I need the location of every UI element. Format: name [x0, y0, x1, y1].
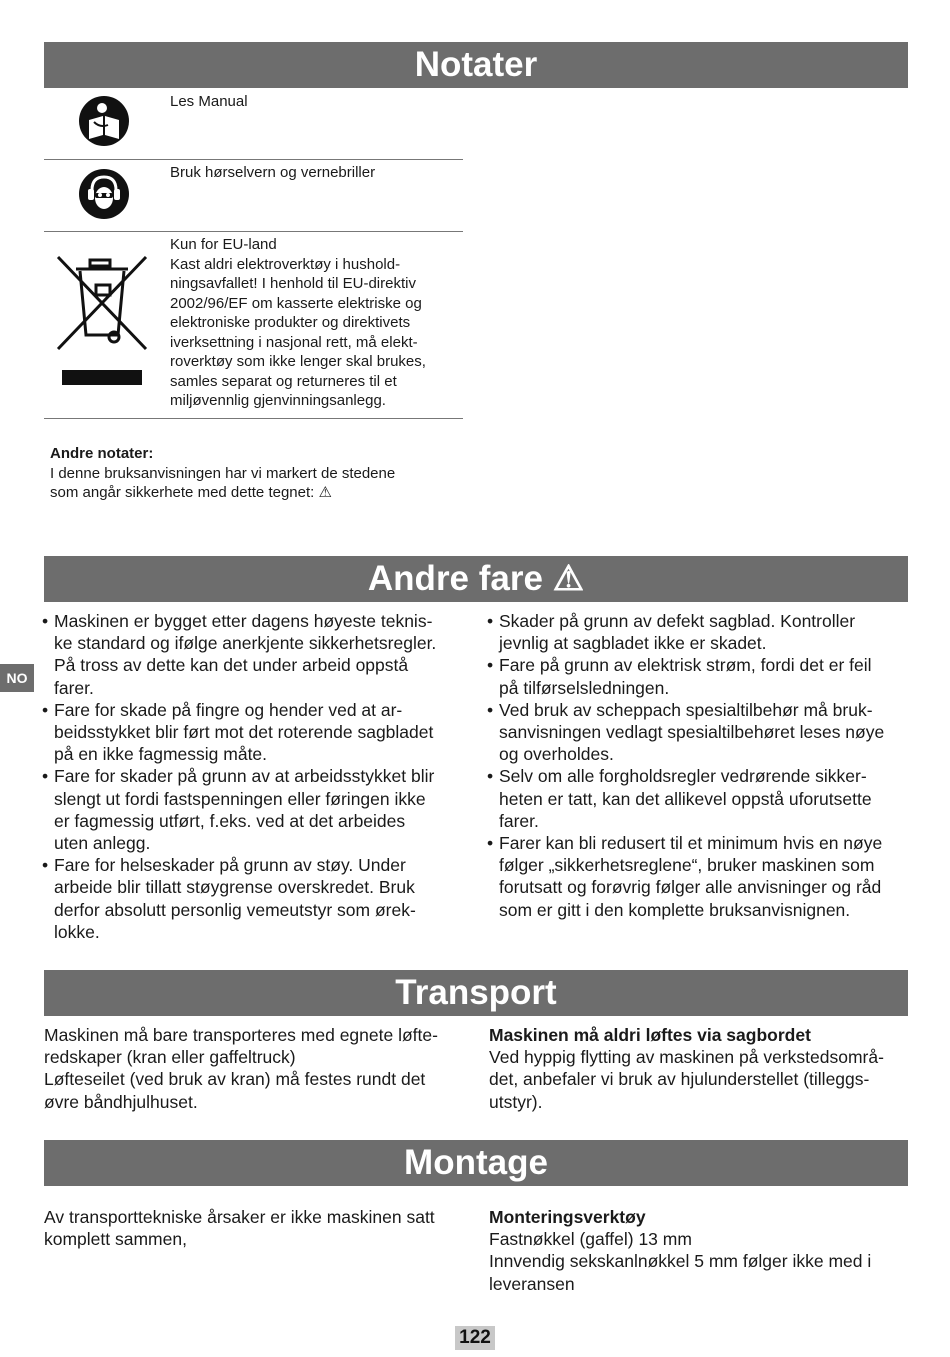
language-tab: NO — [0, 664, 34, 692]
notes-row-protection — [44, 159, 463, 232]
hazard-line: slengt ut fordi fastspenningen eller føringen ikke — [54, 788, 426, 809]
notes-row-text: Les Manual — [170, 93, 248, 110]
weee-line: iverksettning i nasjonal rett, må elekt- — [170, 333, 418, 351]
transport-line: Løfteseilet (ved bruk av kran) må festes rundt det — [44, 1069, 426, 1090]
hazard-line: ke standard og ifølge anerkjente sikkerhetsregler. — [54, 633, 437, 654]
hazard-line: på tilførselsledningen. — [499, 677, 670, 698]
weee-heading: Kun for EU-land — [170, 236, 277, 253]
montage-right-text — [489, 1206, 914, 1295]
other-notes-line: I denne bruksanvisningen har vi markert de stedene — [50, 464, 396, 482]
hazard-item — [43, 765, 468, 854]
weee-line: Kast aldri elektroverktøy i hushold- — [170, 255, 401, 273]
page-number: 122 — [455, 1326, 495, 1350]
transport-left-text — [44, 1024, 469, 1113]
hazard-line: forutsatt og forøvrig følger alle anvisninger og råd — [499, 877, 882, 898]
warning-triangle-icon: ⚠ — [318, 484, 332, 501]
montage-line: Innvendig sekskanlnøkkel 5 mm følger ikke med i — [489, 1251, 872, 1272]
montage-line: Av transporttekniske årsaker er ikke maskinen satt — [44, 1207, 435, 1227]
hazard-line: • Maskinen er bygget etter dagens høyeste teknis- — [54, 611, 433, 631]
hazard-item — [488, 610, 913, 654]
hazard-line: følger „sikkerhetsreglene“, bruker maskinen som — [499, 855, 875, 876]
hazard-line: lokke. — [54, 921, 100, 942]
hazard-line: farer. — [54, 677, 94, 698]
hazard-line: farer. — [499, 810, 539, 831]
notes-row-manual — [44, 88, 463, 160]
hazard-item — [488, 765, 913, 832]
weee-line: samles separat og returneres til et — [170, 372, 397, 390]
montage-line: leveransen — [489, 1273, 575, 1294]
hazard-line: • Skader på grunn av defekt sagblad. Kontroller — [499, 611, 856, 631]
transport-line: Ved hyppig flytting av maskinen på verkstedsområ- — [489, 1047, 884, 1068]
section-title-notater: Notater — [44, 42, 908, 88]
other-notes-line-with-symbol — [50, 483, 460, 503]
hazard-line: som er gitt i den komplette bruksanvisnignen. — [499, 899, 851, 920]
montage-line: komplett sammen, — [44, 1229, 187, 1250]
transport-line: redskaper (kran eller gaffeltruck) — [44, 1047, 296, 1068]
hazard-line: På tross av dette kan det under arbeid oppstå — [54, 655, 409, 676]
hazard-item — [43, 699, 468, 766]
hazard-line: • Fare for skade på fingre og hender ved at ar- — [54, 699, 403, 720]
hazard-item — [43, 610, 468, 699]
transport-right-text — [489, 1024, 914, 1113]
hearing-eye-protection-icon — [78, 168, 130, 220]
hazard-line: • Fare på grunn av elektrisk strøm, fordi det er feil — [499, 655, 872, 676]
hazard-item — [488, 654, 913, 698]
hazard-line: er fagmessig utført, f.eks. ved at det arbeides — [54, 810, 406, 831]
notes-row-weee — [44, 231, 463, 419]
transport-heading: Maskinen må aldri løftes via sagbordet — [489, 1025, 811, 1045]
montage-heading: Monteringsverktøy — [489, 1207, 646, 1227]
andre-fare-title: Andre fare — [367, 559, 543, 598]
transport-line: Maskinen må bare transporteres med egnete løfte- — [44, 1025, 438, 1045]
hazard-line: og overholdes. — [499, 744, 614, 765]
hazard-line: på en ikke fagmessig måte. — [54, 744, 268, 765]
transport-line: utstyr). — [489, 1091, 543, 1112]
hazard-line: • Fare for skader på grunn av at arbeidsstykket blir — [54, 766, 435, 787]
hazards-right-column — [488, 610, 913, 921]
weee-text — [170, 235, 460, 411]
hazard-line: uten anlegg. — [54, 833, 151, 854]
montage-left-text — [44, 1206, 469, 1250]
weee-line: roverktøy som ikke lenger skal brukes, — [170, 353, 426, 370]
hazard-line: beidsstykket blir ført mot det roterende sagbladet — [54, 722, 434, 743]
hazard-line: • Farer kan bli redusert til et minimum hvis en nøye — [499, 833, 883, 854]
hazard-line: jevnlig at sagbladet ikke er skadet. — [499, 633, 767, 654]
transport-line: det, anbefaler vi bruk av hjulunderstellet (tilleggs- — [489, 1069, 870, 1090]
hazards-left-column — [43, 610, 468, 943]
other-notes-line: som angår sikkerhete med dette tegnet: — [50, 484, 315, 501]
read-manual-icon — [78, 95, 130, 147]
weee-line: 2002/96/EF om kasserte elektriske og — [170, 294, 422, 312]
section-title-transport: Transport — [44, 970, 908, 1016]
other-notes — [50, 444, 460, 503]
weee-line: elektroniske produkter og direktivets — [170, 314, 411, 331]
hazard-line: • Fare for helseskader på grunn av støy. Under — [54, 855, 406, 876]
hazard-item — [488, 832, 913, 921]
transport-line: øvre båndhjulhuset. — [44, 1091, 198, 1112]
section-title-andre-fare — [44, 556, 908, 602]
warning-triangle-icon: ⚠ — [552, 559, 585, 598]
weee-line: ningsavfallet! I henhold til EU-direktiv — [170, 275, 416, 292]
hazard-line: derfor absolutt personlig vemeutstyr som ørek- — [54, 899, 416, 920]
notes-row-text: Bruk hørselvern og vernebriller — [170, 164, 376, 181]
hazard-line: • Selv om alle forgholdsregler vedrørende sikker- — [499, 766, 867, 787]
hazard-line: heten er tatt, kan det allikevel oppstå uforutsette — [499, 788, 872, 809]
other-notes-heading: Andre notater: — [50, 445, 154, 462]
weee-line: miljøvennlig gjenvinningsanlegg. — [170, 392, 386, 409]
montage-line: Fastnøkkel (gaffel) 13 mm — [489, 1229, 692, 1250]
hazard-line: • Ved bruk av scheppach spesialtilbehør må bruk- — [499, 699, 873, 720]
hazard-line: arbeide blir tillatt støygrense overskredet. Bruk — [54, 877, 415, 898]
weee-crossed-bin-icon — [56, 255, 148, 389]
hazard-line: sanvisningen vedlagt spesialtilbehøret leses nøye — [499, 722, 885, 743]
hazard-item — [43, 854, 468, 943]
section-title-montage: Montage — [44, 1140, 908, 1186]
hazard-item — [488, 699, 913, 766]
